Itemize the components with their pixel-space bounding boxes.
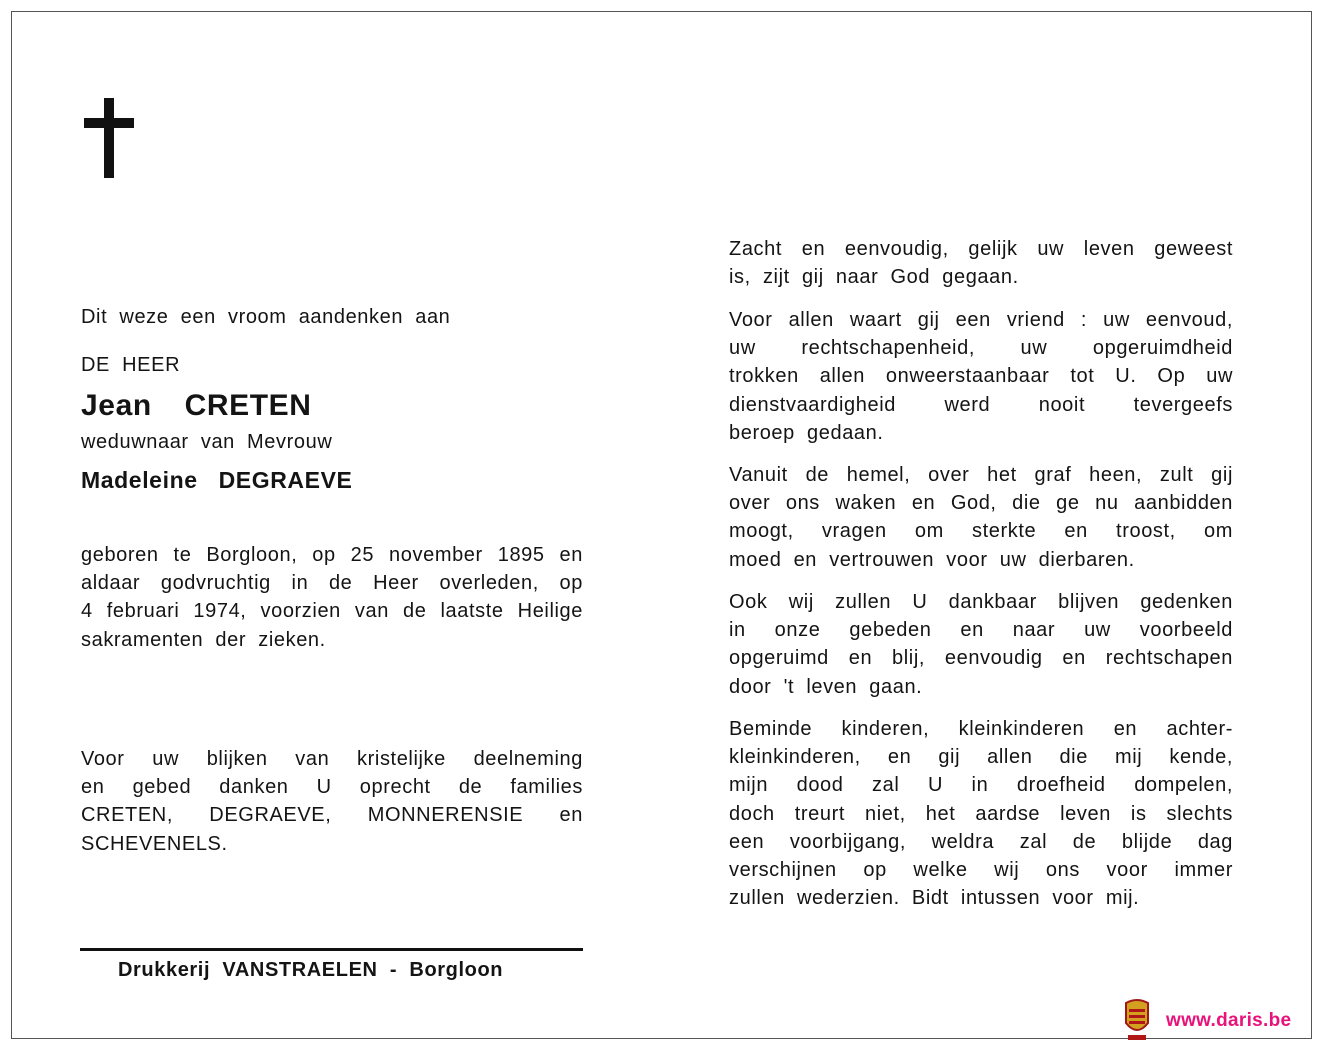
text-line: Beminde kinderen, kleinkinderen en achter- — [729, 718, 1233, 740]
text-line: aldaar godvruchtig in de Heer overleden, op — [81, 572, 583, 595]
text-line: mijn dood zal U in droefheid dompelen, — [729, 774, 1233, 797]
text-line: opgeruimd en blij, eenvoudig en rechtschapen — [729, 647, 1233, 670]
text-line: Zacht en eenvoudig, gelijk uw leven geweest — [729, 238, 1233, 260]
text-line: Ook wij zullen U dankbaar blijven gedenken — [729, 591, 1233, 613]
text-line: doch treurt niet, het aardse leven is slechts — [729, 802, 1233, 825]
text-line: trokken allen onweerstaanbaar tot U. Op uw — [729, 365, 1233, 388]
text-line: een voorbijgang, weldra zal de blijde dag — [729, 830, 1233, 853]
poem-paragraph — [729, 235, 1233, 291]
watermark-site: www.daris.be — [1166, 1010, 1292, 1031]
birth-death-paragraph — [81, 541, 583, 654]
text-line: SCHEVENELS. — [81, 832, 228, 855]
relation-text: weduwnaar van Mevrouw — [81, 431, 333, 453]
text-line: beroep gedaan. — [729, 421, 884, 444]
text-line: CRETEN, DEGRAEVE, MONNERENSIE en — [81, 804, 583, 827]
text-line: moed en vertrouwen voor uw dierbaren. — [729, 548, 1135, 571]
text-line: over ons waken en God, die ge nu aanbidden — [729, 492, 1233, 515]
text-line: Voor allen waart gij een vriend : uw eenvoud, — [729, 309, 1233, 331]
deceased-name: Jean CRETEN — [81, 389, 312, 422]
text-line: sakramenten der zieken. — [81, 628, 326, 651]
poem-paragraph — [729, 715, 1233, 912]
text-line: door 't leven gaan. — [729, 675, 923, 698]
text-line: in onze gebeden en naar uw voorbeeld — [729, 619, 1233, 642]
poem-paragraph — [729, 461, 1233, 574]
intro-text: Dit weze een vroom aandenken aan — [81, 306, 451, 328]
poem-paragraph — [729, 306, 1233, 447]
text-line: zullen wederzien. Bidt intussen voor mij. — [729, 887, 1140, 910]
text-line: Vanuit de hemel, over het graf heen, zult gij — [729, 464, 1233, 486]
poem-paragraph — [729, 588, 1233, 701]
text-line: en gebed danken U oprecht de families — [81, 776, 583, 799]
thanks-paragraph — [81, 745, 583, 858]
printer-text: Drukkerij VANSTRAELEN - Borgloon — [118, 959, 504, 981]
text-line: 4 februari 1974, voorzien van de laatste Heilige — [81, 600, 583, 623]
text-line: geboren te Borgloon, op 25 november 1895 en — [81, 544, 583, 566]
text-line: moogt, vragen om sterkte en troost, om — [729, 520, 1233, 543]
cross-icon — [84, 98, 134, 178]
text-line: kleinkinderen, en gij allen die mij kende, — [729, 746, 1233, 769]
text-line: uw rechtschapenheid, uw opgeruimdheid — [729, 337, 1233, 360]
title-text: DE HEER — [81, 354, 181, 376]
text-line: dienstvaardigheid werd nooit tevergeefs — [729, 393, 1233, 416]
text-line: Voor uw blijken van kristelijke deelneming — [81, 748, 583, 770]
divider-rule — [80, 948, 583, 951]
coat-of-arms-icon — [1122, 997, 1152, 1041]
text-line: is, zijt gij naar God gegaan. — [729, 266, 1019, 289]
spouse-name: Madeleine DEGRAEVE — [81, 467, 353, 493]
text-line: verschijnen op welke wij ons voor immer — [729, 858, 1233, 881]
